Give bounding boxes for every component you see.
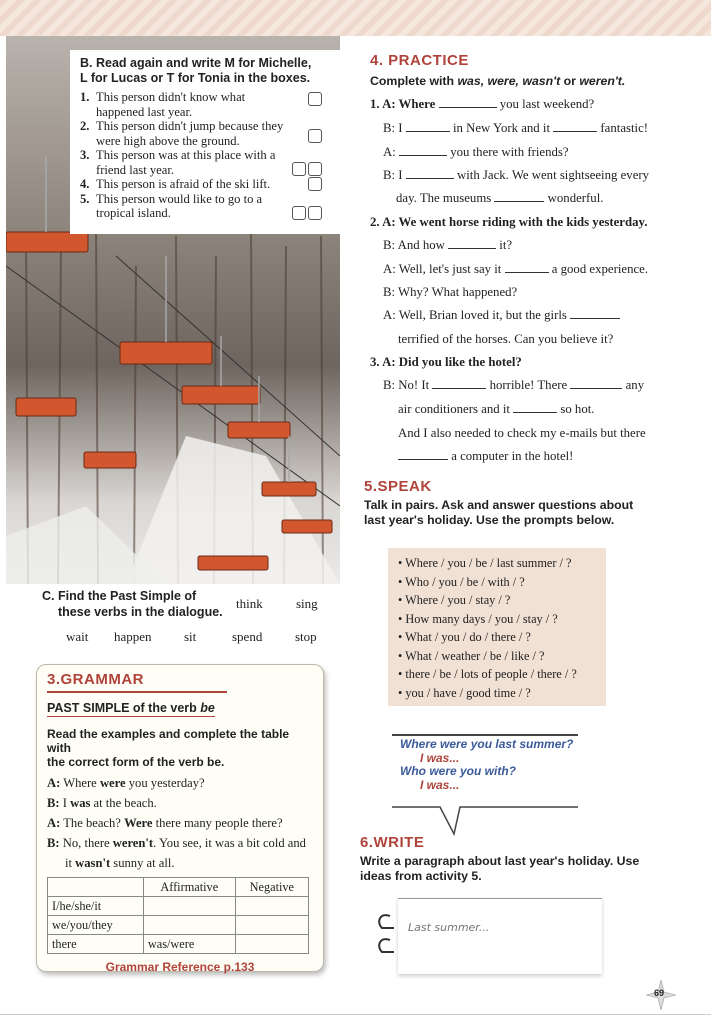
exercise-b-item-2: 2. This person didn't jump because they were high above the ground. — [80, 119, 332, 148]
table-cell-input[interactable] — [235, 916, 308, 935]
prompt-item: • How many days / you / stay / ? — [398, 611, 558, 626]
practice-line: And I also needed to check my e-mails but there — [398, 426, 646, 440]
practice-instructions: Complete with was, were, wasn't or weren't. — [370, 74, 626, 88]
verb-sit: sit — [184, 629, 197, 644]
table-cell: there — [48, 935, 144, 954]
writing-prompt: Last summer... — [408, 921, 490, 934]
practice-line: B: I with Jack. We went sightseeing every — [383, 168, 650, 182]
speak-title: 5.SPEAK — [364, 478, 432, 495]
verb-stop: stop — [295, 629, 317, 644]
table-cell: we/you/they — [48, 916, 144, 935]
practice-line: B: And how it? — [383, 238, 513, 252]
answer-box[interactable] — [308, 206, 322, 220]
exercise-c — [6, 584, 340, 660]
exercise-b-item-4: 4. This person is afraid of the ski lift. — [80, 177, 332, 192]
verb-wait: wait — [66, 629, 89, 644]
practice-line: B: No! It horrible! There any — [383, 378, 645, 392]
grammar-reference: Grammar Reference p.133 — [105, 960, 255, 974]
practice-line: a computer in the hotel! — [398, 449, 573, 464]
prompt-item: • there / be / lots of people / there / ? — [398, 667, 577, 681]
spiral-binding-icon — [372, 908, 402, 964]
answer-box[interactable] — [292, 206, 306, 220]
prompt-item: • What / weather / be / like / ? — [398, 648, 545, 663]
verb-think: think — [236, 596, 263, 611]
write-section — [360, 834, 690, 884]
grammar-title: 3.GRAMMAR — [47, 671, 227, 693]
practice-line: B: I in New York and it fantastic! — [383, 121, 649, 135]
table-cell: I/he/she/it — [48, 897, 144, 916]
exercise-b-item-5: 5. This person would like to go to a tropical island. — [80, 192, 332, 221]
grammar-instructions: Read the examples and complete the table with the correct form of the verb be. — [47, 727, 290, 769]
prompt-item: • Where / you / be / last summer / ? — [398, 556, 572, 570]
exercise-b-item-3: 3. This person was at this place with a friend last year. — [80, 148, 332, 177]
blank[interactable] — [505, 262, 549, 273]
practice-section — [370, 52, 690, 88]
table-cell: was/were — [143, 935, 235, 954]
exercise-b-heading: B. Read again and write M for Michelle, L for Lucas or T for Tonia in the boxes. — [80, 56, 312, 85]
verb-spend: spend — [232, 629, 263, 644]
exercise-b-item-1: 1. This person didn't know what happened last year. — [80, 90, 332, 119]
prompt-item: • What / you / do / there / ? — [398, 630, 531, 644]
example-line: B: No, there weren't. You see, it was a bit cold and — [47, 836, 306, 850]
verb-happen: happen — [114, 629, 152, 644]
answer-box[interactable] — [308, 162, 322, 176]
blank[interactable] — [448, 238, 496, 249]
practice-line: 3. A: Did you like the hotel? — [370, 355, 522, 369]
practice-line: 2. A: We went horse riding with the kids yesterday. — [370, 215, 648, 229]
prompt-item: • you / have / good time / ? — [398, 685, 531, 700]
speak-section — [364, 478, 694, 528]
practice-title: 4. PRACTICE — [370, 52, 469, 69]
grammar-examples — [47, 773, 313, 873]
practice-line: terrified of the horses. Can you believe it? — [398, 332, 614, 346]
example-line: A: Where were you yesterday? — [47, 776, 205, 790]
prompt-item: • Where / you / stay / ? — [398, 593, 511, 607]
exercise-c-heading: C. Find the Past Simple of these verbs in the dialogue. — [42, 589, 223, 619]
top-decorative-band — [0, 0, 711, 36]
practice-line: A: Well, let's just say it a good experience. — [383, 262, 649, 276]
table-header: Negative — [235, 878, 308, 897]
example-line: A: The beach? Were there many people there? — [47, 816, 283, 830]
page-number-badge — [646, 980, 676, 1010]
table-cell-input[interactable] — [235, 897, 308, 916]
verb-sing: sing — [296, 596, 318, 611]
grammar-table — [47, 877, 309, 954]
answer-box[interactable] — [308, 177, 322, 191]
speech-bubble: Where were you last summer? I was... Who were you with? I was... — [400, 737, 574, 792]
table-cell-input[interactable] — [235, 935, 308, 954]
example-line: B: I was at the beach. — [47, 796, 157, 810]
answer-box[interactable] — [308, 129, 322, 143]
table-cell-input[interactable] — [143, 916, 235, 935]
example-line: it wasn't sunny at all. — [65, 856, 175, 870]
bottom-rule — [0, 1014, 711, 1015]
practice-line: day. The museums wonderful. — [396, 191, 604, 205]
write-instructions: Write a paragraph about last year's holiday. Use ideas from activity 5. — [360, 854, 640, 883]
write-title: 6.WRITE — [360, 834, 425, 851]
prompt-item: • Who / you / be / with / ? — [398, 574, 525, 589]
page-number: 69 — [654, 988, 665, 998]
blank[interactable] — [406, 121, 450, 132]
practice-line: A: Well, Brian loved it, but the girls — [383, 308, 620, 323]
blank[interactable] — [439, 97, 497, 108]
blank[interactable] — [398, 449, 448, 460]
blank[interactable] — [432, 378, 486, 389]
blank[interactable] — [553, 121, 597, 132]
blank[interactable] — [399, 145, 447, 156]
grammar-subtitle: PAST SIMPLE of the verb be — [47, 701, 215, 715]
blank[interactable] — [570, 308, 620, 319]
table-header — [48, 878, 144, 897]
writing-area[interactable] — [398, 898, 602, 974]
practice-line: A: you there with friends? — [383, 145, 569, 159]
grammar-card — [36, 664, 324, 972]
answer-box[interactable] — [292, 162, 306, 176]
blank[interactable] — [494, 191, 544, 202]
speak-prompts-box — [388, 548, 606, 706]
practice-line: B: Why? What happened? — [383, 285, 518, 299]
table-header: Affirmative — [143, 878, 235, 897]
blank[interactable] — [406, 168, 454, 179]
practice-line: 1. A: Where you last weekend? — [370, 97, 595, 111]
answer-box[interactable] — [308, 92, 322, 106]
blank[interactable] — [570, 378, 622, 389]
speak-instructions: Talk in pairs. Ask and answer questions about last year's holiday. Use the prompts below. — [364, 498, 634, 527]
bubble-top-line — [392, 734, 578, 736]
blank[interactable] — [513, 402, 557, 413]
exercise-b-box — [70, 50, 340, 234]
table-cell-input[interactable] — [143, 897, 235, 916]
practice-line: air conditioners and it so hot. — [398, 402, 595, 416]
exercise-b-list — [80, 90, 332, 221]
